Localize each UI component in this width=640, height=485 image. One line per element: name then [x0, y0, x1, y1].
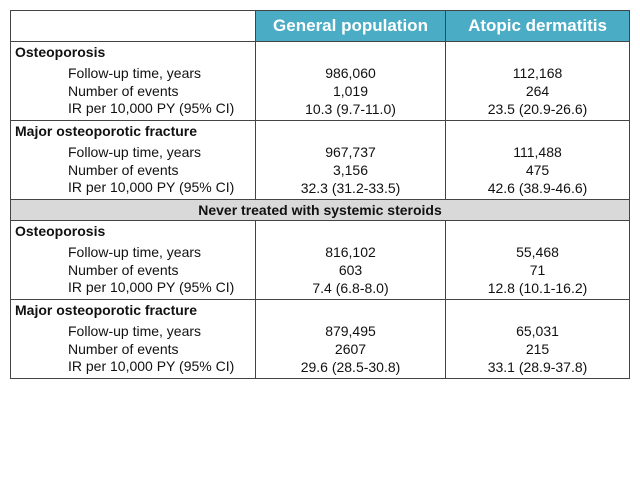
table-row [11, 64, 630, 82]
table-row [11, 161, 630, 179]
section-title: Major osteoporotic fracture [11, 121, 256, 144]
row-label-events: Number of events [11, 340, 256, 358]
row-label-ir: IR per 10,000 PY (95% CI) [11, 100, 256, 121]
cell-value: 816,102 [256, 243, 446, 261]
cell-value: 10.3 (9.7-11.0) [256, 100, 446, 121]
cell-value: 32.3 (31.2-33.5) [256, 179, 446, 200]
cell-value: 23.5 (20.9-26.6) [446, 100, 630, 121]
cell-value: 65,031 [446, 322, 630, 340]
section-title: Osteoporosis [11, 42, 256, 65]
cell-value: 475 [446, 161, 630, 179]
section-row [11, 42, 630, 65]
cell-value: 986,060 [256, 64, 446, 82]
subgroup-band: Never treated with systemic steroids [11, 200, 630, 221]
cell-value: 7.4 (6.8-8.0) [256, 279, 446, 300]
cell-value: 111,488 [446, 143, 630, 161]
table-row [11, 243, 630, 261]
row-label-events: Number of events [11, 161, 256, 179]
header-row [11, 11, 630, 42]
cell-value: 55,468 [446, 243, 630, 261]
cell-value: 12.8 (10.1-16.2) [446, 279, 630, 300]
table-row [11, 322, 630, 340]
cell-value: 71 [446, 261, 630, 279]
cell-value: 29.6 (28.5-30.8) [256, 358, 446, 379]
section-title: Major osteoporotic fracture [11, 300, 256, 323]
table-row [11, 358, 630, 379]
row-label-followup: Follow-up time, years [11, 64, 256, 82]
cell-value: 215 [446, 340, 630, 358]
cell-value: 603 [256, 261, 446, 279]
table-row [11, 100, 630, 121]
header-blank [11, 11, 256, 42]
cell-value: 42.6 (38.9-46.6) [446, 179, 630, 200]
incidence-table [10, 10, 630, 379]
section-row [11, 121, 630, 144]
cell-value: 967,737 [256, 143, 446, 161]
cell-value: 33.1 (28.9-37.8) [446, 358, 630, 379]
row-label-ir: IR per 10,000 PY (95% CI) [11, 279, 256, 300]
row-label-ir: IR per 10,000 PY (95% CI) [11, 179, 256, 200]
cell-value: 879,495 [256, 322, 446, 340]
row-label-events: Number of events [11, 261, 256, 279]
cell-value: 2607 [256, 340, 446, 358]
table-row [11, 143, 630, 161]
table-row [11, 279, 630, 300]
header-general-population: General population [256, 11, 446, 42]
section-row [11, 300, 630, 323]
cell-value: 112,168 [446, 64, 630, 82]
table-row [11, 340, 630, 358]
cell-value: 1,019 [256, 82, 446, 100]
row-label-events: Number of events [11, 82, 256, 100]
cell-value: 264 [446, 82, 630, 100]
row-label-followup: Follow-up time, years [11, 322, 256, 340]
table-row [11, 179, 630, 200]
subgroup-band-row [11, 200, 630, 221]
row-label-ir: IR per 10,000 PY (95% CI) [11, 358, 256, 379]
table-row [11, 82, 630, 100]
cell-value: 3,156 [256, 161, 446, 179]
row-label-followup: Follow-up time, years [11, 143, 256, 161]
table-row [11, 261, 630, 279]
section-title: Osteoporosis [11, 221, 256, 244]
section-row [11, 221, 630, 244]
row-label-followup: Follow-up time, years [11, 243, 256, 261]
header-atopic-dermatitis: Atopic dermatitis [446, 11, 630, 42]
